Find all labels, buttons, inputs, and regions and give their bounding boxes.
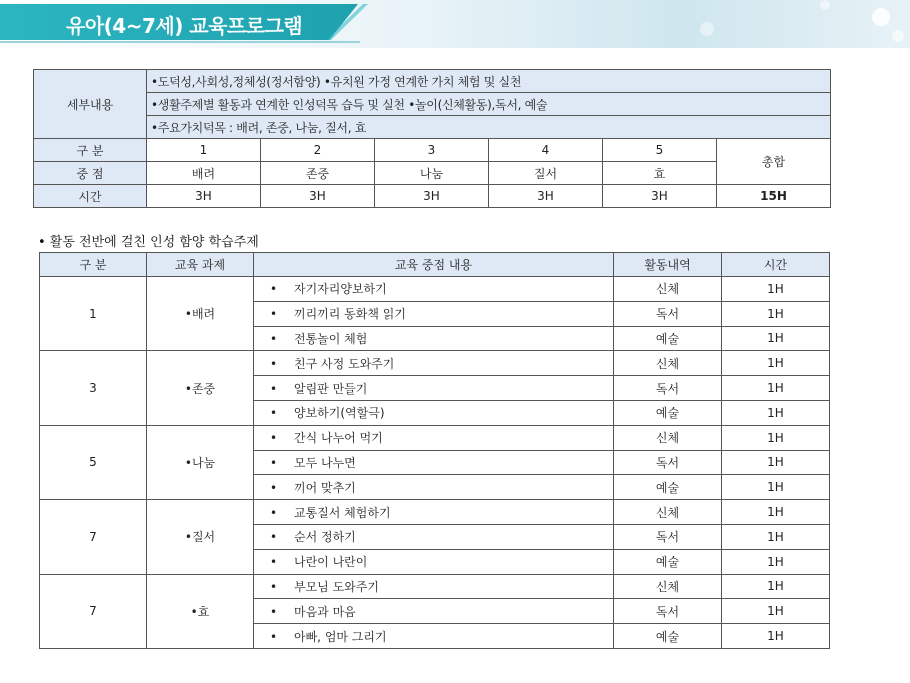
content-cell	[254, 599, 614, 624]
table-row	[40, 500, 830, 525]
section-label: • 활동 전반에 걸친 인성 함양 학습주제	[38, 235, 259, 250]
column-time: 3H	[147, 185, 261, 208]
content-text: 교통질서 체험하기	[294, 505, 391, 520]
detail-line-1: •도덕성,사회성,정체성(정서함양) •유치원 가정 연계한 가치 체험 및 실천	[147, 70, 831, 93]
time-cell: 1H	[722, 351, 830, 376]
focus-label: 중 점	[34, 162, 147, 185]
column-number: 3	[375, 139, 489, 162]
bullet-icon: •	[270, 480, 278, 495]
content-text: 끼어 맞추기	[294, 480, 356, 495]
bullet-icon: •	[270, 331, 278, 346]
activity-cell: 독서	[614, 301, 722, 326]
detail-line-2: •생활주제별 활동과 연계한 인성덕목 습득 및 실천 •놀이(신체활동),독서, 예술	[147, 93, 831, 116]
activity-cell: 신체	[614, 425, 722, 450]
activity-cell: 예술	[614, 475, 722, 500]
bullet-icon: •	[270, 406, 278, 421]
time-cell: 1H	[722, 326, 830, 351]
table-row	[40, 351, 830, 376]
content-cell	[254, 549, 614, 574]
header-task: 교육 과제	[147, 253, 254, 277]
column-number: 5	[603, 139, 717, 162]
time-cell: 1H	[722, 301, 830, 326]
bullet-icon: •	[270, 356, 278, 371]
column-focus: 배려	[147, 162, 261, 185]
time-cell: 1H	[722, 524, 830, 549]
decorative-bubble	[872, 8, 890, 26]
bullet-icon: •	[270, 307, 278, 322]
bullet-icon: •	[270, 555, 278, 570]
detail-line-3: •주요가치덕목 : 배려, 존중, 나눔, 질서, 효	[147, 116, 831, 139]
table-row	[40, 425, 830, 450]
activity-cell: 신체	[614, 277, 722, 302]
header-underline	[0, 41, 360, 43]
table-row	[40, 277, 830, 302]
division-cell: 7	[40, 500, 147, 574]
content-cell	[254, 475, 614, 500]
content-cell	[254, 500, 614, 525]
activity-cell: 신체	[614, 500, 722, 525]
division-cell: 5	[40, 425, 147, 499]
activity-cell: 신체	[614, 574, 722, 599]
bullet-icon: •	[270, 282, 278, 297]
bullet-icon: •	[270, 604, 278, 619]
column-number: 2	[261, 139, 375, 162]
activity-cell: 독서	[614, 599, 722, 624]
time-cell: 1H	[722, 599, 830, 624]
division-cell: 3	[40, 351, 147, 425]
page-title: 유아(4~7세) 교육프로그램	[66, 14, 303, 38]
task-cell: •배려	[147, 277, 254, 351]
time-cell: 1H	[722, 574, 830, 599]
total-label: 총합	[717, 139, 831, 185]
decorative-bubble	[892, 30, 904, 42]
task-cell: •존중	[147, 351, 254, 425]
content-text: 자기자리양보하기	[294, 282, 387, 297]
bullet-icon: •	[270, 505, 278, 520]
column-time: 3H	[603, 185, 717, 208]
activity-cell: 독서	[614, 450, 722, 475]
time-cell: 1H	[722, 425, 830, 450]
task-cell: •나눔	[147, 425, 254, 499]
time-label: 시간	[34, 185, 147, 208]
activity-cell: 신체	[614, 351, 722, 376]
content-cell	[254, 351, 614, 376]
activity-cell: 예술	[614, 326, 722, 351]
time-cell: 1H	[722, 450, 830, 475]
time-cell: 1H	[722, 500, 830, 525]
activity-cell: 예술	[614, 549, 722, 574]
bullet-icon: •	[270, 579, 278, 594]
column-time: 3H	[489, 185, 603, 208]
decorative-bubble	[820, 0, 830, 10]
column-number: 1	[147, 139, 261, 162]
total-value: 15H	[717, 185, 831, 208]
activity-cell: 예술	[614, 400, 722, 425]
activity-cell: 예술	[614, 624, 722, 649]
column-number: 4	[489, 139, 603, 162]
activity-table	[39, 252, 830, 649]
header-time: 시간	[722, 253, 830, 277]
column-focus: 효	[603, 162, 717, 185]
content-text: 부모님 도와주기	[294, 579, 379, 594]
content-cell	[254, 624, 614, 649]
bullet-icon: •	[270, 455, 278, 470]
decorative-bubble	[700, 22, 714, 36]
content-cell	[254, 524, 614, 549]
column-time: 3H	[375, 185, 489, 208]
content-text: 순서 정하기	[294, 530, 356, 545]
time-cell: 1H	[722, 624, 830, 649]
bullet-icon: •	[270, 530, 278, 545]
content-cell	[254, 450, 614, 475]
column-focus: 질서	[489, 162, 603, 185]
content-text: 알림판 만들기	[294, 381, 368, 396]
column-focus: 존중	[261, 162, 375, 185]
activity-cell: 독서	[614, 524, 722, 549]
time-cell: 1H	[722, 549, 830, 574]
header-activity: 활동내역	[614, 253, 722, 277]
bullet-icon: •	[270, 629, 278, 644]
time-cell: 1H	[722, 475, 830, 500]
header-division: 구 분	[40, 253, 147, 277]
summary-table	[33, 69, 831, 208]
table-row	[40, 574, 830, 599]
content-cell	[254, 425, 614, 450]
column-focus: 나눔	[375, 162, 489, 185]
division-cell: 1	[40, 277, 147, 351]
task-cell: •질서	[147, 500, 254, 574]
content-cell	[254, 326, 614, 351]
content-cell	[254, 574, 614, 599]
content-cell	[254, 277, 614, 302]
content-cell	[254, 301, 614, 326]
detail-label: 세부내용	[34, 70, 147, 139]
time-cell: 1H	[722, 376, 830, 401]
time-cell: 1H	[722, 400, 830, 425]
content-text: 간식 나누어 먹기	[294, 431, 383, 446]
bullet-icon: •	[270, 381, 278, 396]
time-cell: 1H	[722, 277, 830, 302]
content-text: 전통놀이 체험	[294, 331, 368, 346]
content-text: 양보하기(역할극)	[294, 406, 385, 421]
content-text: 나란이 나란이	[294, 555, 368, 570]
activity-cell: 독서	[614, 376, 722, 401]
content-text: 아빠, 엄마 그리기	[294, 629, 387, 644]
content-text: 모두 나누면	[294, 455, 356, 470]
content-text: 친구 사정 도와주기	[294, 356, 395, 371]
header-content: 교육 중점 내용	[254, 253, 614, 277]
content-cell	[254, 376, 614, 401]
content-text: 끼리끼리 동화책 읽기	[294, 307, 406, 322]
division-cell: 7	[40, 574, 147, 648]
column-time: 3H	[261, 185, 375, 208]
content-text: 마음과 마음	[294, 604, 356, 619]
division-label: 구 분	[34, 139, 147, 162]
task-cell: •효	[147, 574, 254, 648]
content-cell	[254, 400, 614, 425]
bullet-icon: •	[270, 431, 278, 446]
